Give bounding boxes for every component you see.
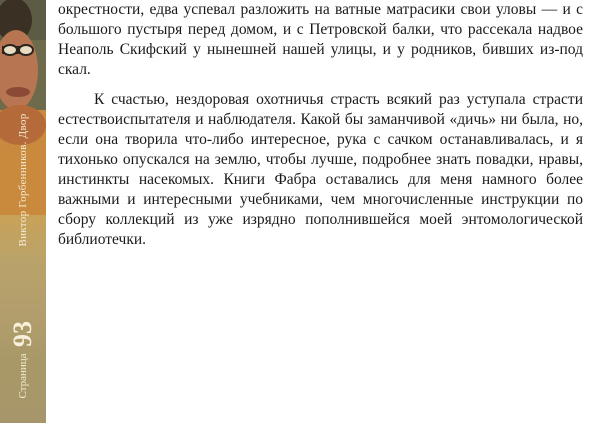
running-title: Виктор Горбенников. Двор xyxy=(17,113,29,247)
page-label: Страница xyxy=(17,353,29,399)
body-text xyxy=(58,0,583,250)
page-number: 93 xyxy=(8,321,37,347)
paragraph-2: К счастью, нездоровая охотничья страсть всякий раз уступала страсти естествоиспытателя и наблюдателя. Какой бы заманчивой «дичь» ни была, но, если она творила что-либо интересное, рука с сачком останавливалась, и я тихонько опускался на землю, чтобы лучше, подробнее знать повадки, нравы, инстинкты насекомых. Книги Фабра оставались для меня намного более важными и интересными учебниками, чем многочисленные инструкции по сбору коллекций из уже изрядно пополнившейся моей энтомологической библиотечки. xyxy=(58,91,583,248)
paragraph-1: окрестности, едва успевал разложить на ватные матрасики свои уловы — и с большого пустыря перед домом, и с Петровской балки, что рассекала надвое Неаполь Скифский у нынешней нашей улицы, и у родников, бивших из-под скал. xyxy=(58,1,583,78)
page-sidebar xyxy=(0,0,46,423)
